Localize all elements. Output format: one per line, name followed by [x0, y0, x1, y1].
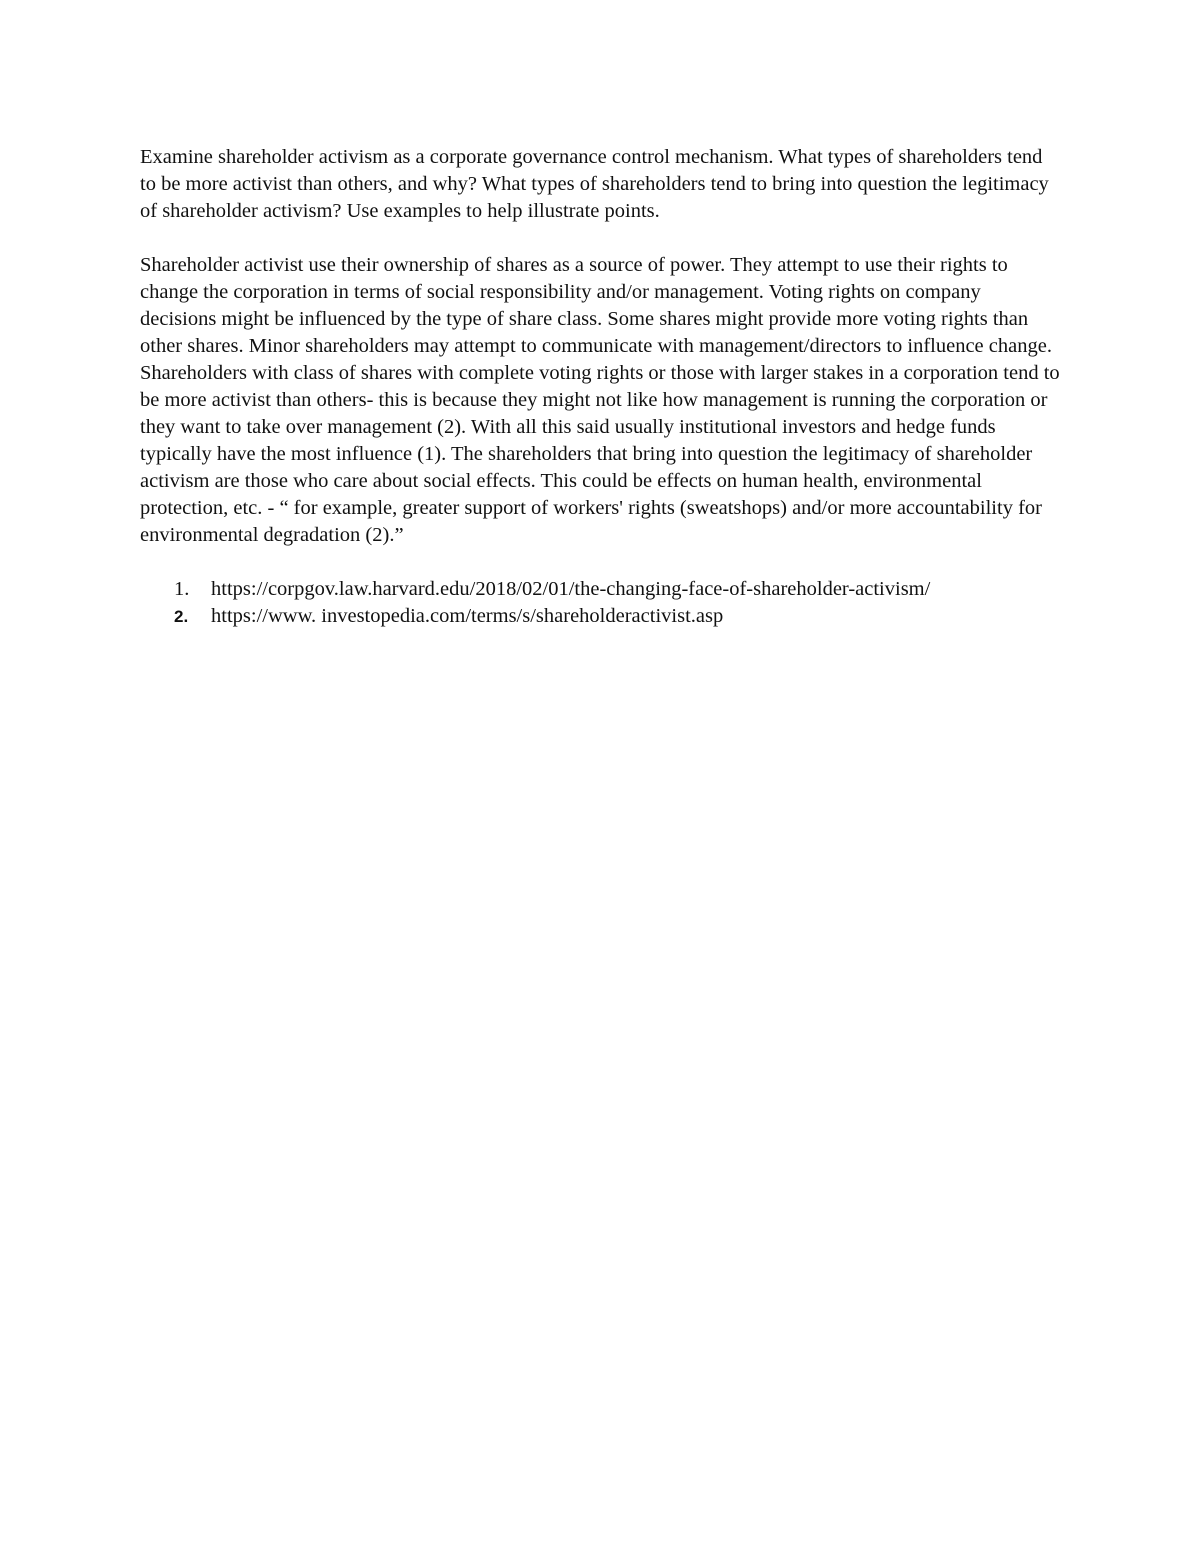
reference-item: [140, 603, 1060, 630]
reference-url: https://corpgov.law.harvard.edu/2018/02/01/the-changing-face-of-shareholder-activism/: [211, 578, 931, 600]
document-body: [140, 144, 1060, 630]
reference-number: 1.: [174, 578, 190, 600]
reference-url: https://www. investopedia.com/terms/s/shareholderactivist.asp: [211, 605, 724, 627]
references-list: [140, 576, 1060, 630]
reference-item: [140, 576, 1060, 603]
reference-number: 2.: [174, 607, 189, 626]
question-paragraph: Examine shareholder activism as a corporate governance control mechanism. What types of shareholders tend to be more activist than others, and why? What types of shareholders tend to bring into question the legitimacy of shareholder activism? Use examples to help illustrate points.: [140, 146, 1049, 222]
answer-paragraph: Shareholder activist use their ownership of shares as a source of power. They attempt to use their rights to change the corporation in terms of social responsibility and/or management. Voting rights on company decisions might be influenced by the type of share class. Some shares might provide more voting rights than other shares. Minor shareholders may attempt to communicate with management/directors to influence change. Shareholders with class of shares with complete voting rights or those with larger stakes in a corporation tend to be more activist than others- this is because they might not like how management is running the corporation or they want to take over management (2). With all this said usually institutional investors and hedge funds typically have the most influence (1). The shareholders that bring into question the legitimacy of shareholder activism are those who care about social effects. This could be effects on human health, environmental protection, etc. - “ for example, greater support of workers' rights (sweatshops) and/or more accountability for environmental degradation (2).”: [140, 254, 1060, 546]
